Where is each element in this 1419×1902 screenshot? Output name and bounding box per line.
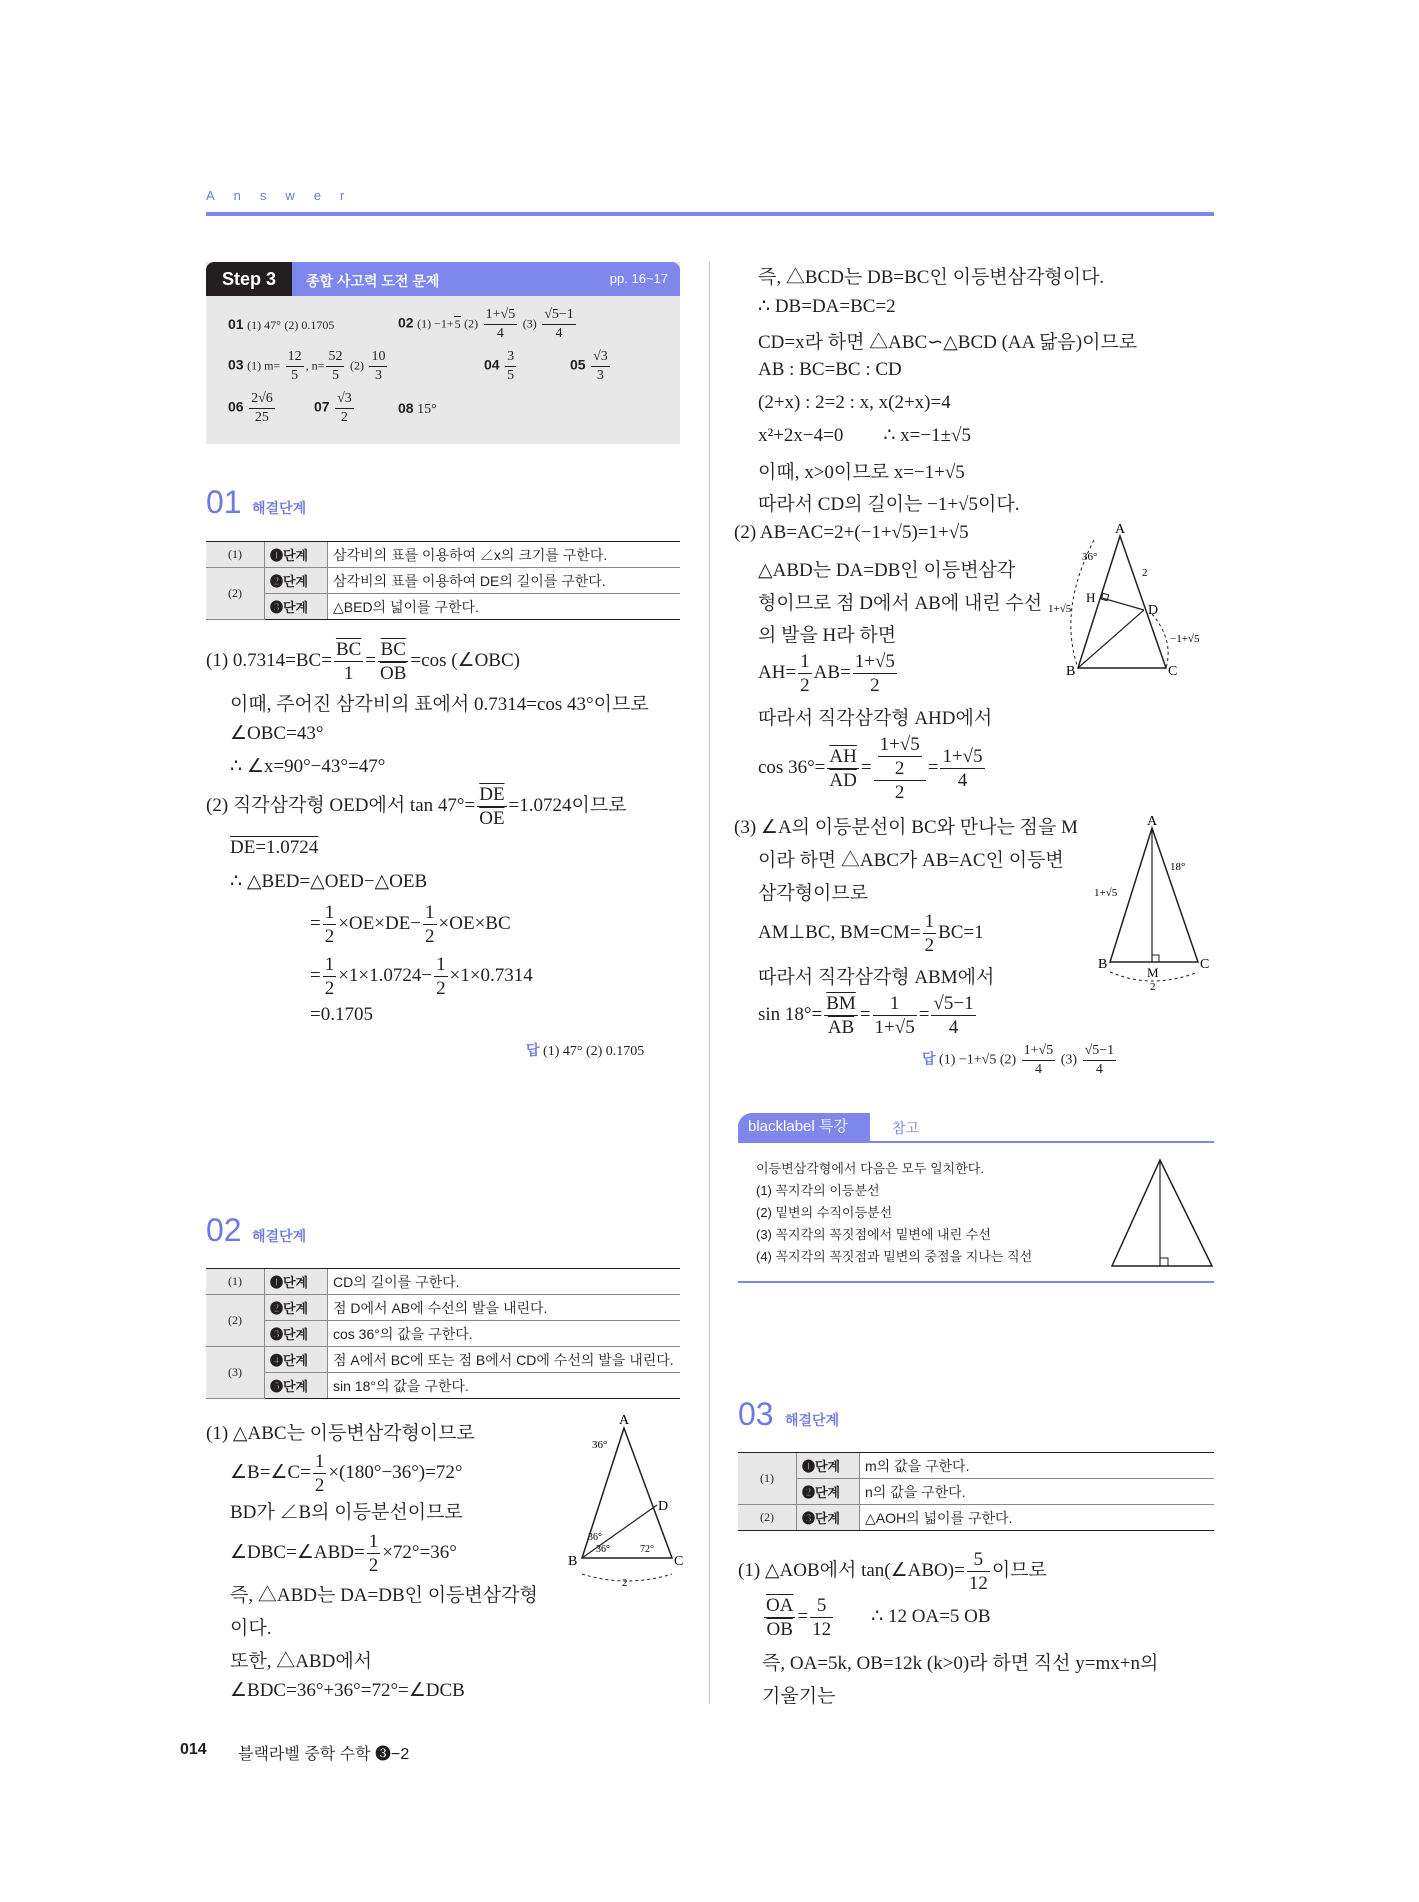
svg-text:C: C	[1200, 957, 1210, 972]
table-row	[206, 568, 680, 594]
svg-text:B: B	[1098, 957, 1108, 972]
section-02-title: 해결단계	[252, 1228, 307, 1244]
blacklabel-ref: 참고	[892, 1120, 920, 1136]
section-02-number: 02	[206, 1212, 242, 1248]
blacklabel-item: (2) 밑변의 수직이등분선	[756, 1205, 893, 1220]
s02-q2-line3: 형이므로 점 D에서 AB에 내린 수선	[758, 593, 1043, 614]
step-desc: 삼각비의 표를 이용하여 ∠x의 크기를 구한다.	[328, 542, 681, 568]
svg-text:36°: 36°	[596, 1544, 610, 1555]
blacklabel-rule-bottom	[738, 1281, 1214, 1283]
blacklabel-item: (4) 꼭지각의 꼭짓점과 밑변의 중점을 지나는 직선	[756, 1249, 1033, 1264]
svg-text:2: 2	[1142, 567, 1148, 579]
step-desc: △BED의 넓이를 구한다.	[328, 594, 681, 620]
svg-text:D: D	[1148, 603, 1159, 618]
answer-01: 01 (1) 47° (2) 0.1705	[228, 316, 335, 332]
svg-text:A: A	[1147, 814, 1158, 829]
svg-text:72°: 72°	[640, 1544, 654, 1555]
s01-line3: ∠OBC=43°	[230, 723, 324, 744]
svg-text:1+√5: 1+√5	[1094, 887, 1118, 899]
s02-q3-line1: (3) ∠A의 이등분선이 BC와 만나는 점을 M	[734, 817, 1078, 838]
table-row	[738, 1505, 1214, 1531]
book-title: 블랙라벨 중학 수학 ❸−2	[238, 1746, 410, 1763]
step-desc: cos 36°의 값을 구한다.	[328, 1321, 681, 1347]
s03-line4: 기울기는	[762, 1686, 836, 1707]
step-desc: 삼각비의 표를 이용하여 DE의 길이를 구한다.	[328, 568, 681, 594]
step-desc: CD의 길이를 구한다.	[328, 1269, 681, 1295]
step-desc: sin 18°의 값을 구한다.	[328, 1373, 681, 1399]
s01-line4: ∴ ∠x=90°−43°=47°	[230, 756, 386, 777]
table-row	[206, 594, 680, 620]
step-desc: m의 값을 구한다.	[860, 1453, 1215, 1479]
s02-q3-line4: AM⊥BC, BM=CM= $\frac{1}{2}$ BC=1	[758, 911, 984, 956]
s02-right-line1: 즉, △BCD는 DB=BC인 이등변삼각형이다.	[758, 267, 1105, 288]
s01-line1: (1) 0.7314=BC= $\frac{\overline{BC}}{1}$ = $\frac{\overline{BC}}{OB}$ =cos (∠OBC)	[206, 639, 520, 684]
s02-q3-line5: 따라서 직각삼각형 ABM에서	[758, 967, 995, 988]
table-row	[738, 1479, 1214, 1505]
s02-line5: 즉, △ABD는 DA=DB인 이등변삼각형	[230, 1585, 538, 1606]
s01-line2: 이때, 주어진 삼각비의 표에서 0.7314=cos 43°이므로	[230, 694, 649, 715]
svg-text:2: 2	[1150, 981, 1156, 993]
svg-text:1+√5: 1+√5	[1048, 603, 1072, 615]
s02-right-line3: CD=x라 하면 △ABC∽△BCD (AA 닮음)이므로	[758, 332, 1138, 353]
step-label: ❸단계	[265, 594, 328, 620]
step-label: ❷단계	[797, 1479, 860, 1505]
s03-line3: 즉, OA=5k, OB=12k (k>0)라 하면 직선 y=mx+n의	[762, 1653, 1159, 1674]
blacklabel-item: 이등변삼각형에서 다음은 모두 일치한다.	[756, 1161, 984, 1176]
s02-right-line7: 이때, x>0이므로 x=−1+√5	[758, 462, 965, 483]
triangle-abc-diagram-1	[560, 1410, 684, 1589]
step-label: ❸단계	[797, 1505, 860, 1531]
step-label: ❷단계	[265, 568, 328, 594]
s02-q3-line2: 이라 하면 △ABC가 AB=AC인 이등변	[758, 850, 1064, 871]
answer-05: 05 $\frac{√3}{3}$	[570, 349, 608, 383]
answer-header-label: Answer	[206, 188, 364, 203]
step-label: ❶단계	[797, 1453, 860, 1479]
table-row	[206, 1295, 680, 1321]
s01-line9: = $\frac{1}{2}$ ×1×1.0724− $\frac{1}{2}$ ×1×0.7314	[310, 954, 533, 999]
s02-line6: 이다.	[230, 1618, 272, 1639]
step3-title-bar	[292, 262, 680, 296]
step-part: (2)	[738, 1505, 797, 1531]
step-label: ❸단계	[265, 1321, 328, 1347]
section-01-number: 01	[206, 484, 242, 520]
step-label: ❹단계	[265, 1347, 328, 1373]
svg-text:D: D	[658, 1499, 669, 1514]
s02-q3-line3: 삼각형이므로	[758, 883, 869, 904]
svg-text:2: 2	[622, 1577, 628, 1589]
step3-tab: Step 3	[206, 262, 292, 296]
s02-line3: BD가 ∠B의 이등분선이므로	[230, 1502, 463, 1523]
table-row	[206, 1347, 680, 1373]
step-label: ❶단계	[265, 1269, 328, 1295]
step-desc: △AOH의 넓이를 구한다.	[860, 1505, 1215, 1531]
table-row	[206, 1321, 680, 1347]
svg-text:A: A	[619, 1413, 630, 1428]
step-part: (1)	[738, 1453, 797, 1505]
s02-answer: 답 (1) −1+√5 (2) $\frac{1+√5}{4}$ (3) $\frac{√5-1}{4}$	[922, 1043, 1115, 1077]
answer-07: 07 $\frac{√3}{2}$	[314, 391, 352, 425]
answer-06: 06 $\frac{2√6}{25}$	[228, 391, 273, 425]
step-label: ❺단계	[265, 1373, 328, 1399]
step-part: (1)	[206, 1269, 265, 1295]
step3-title: 종합 사고력 도전 문제	[306, 273, 440, 289]
answer-08: 08 15°	[398, 400, 437, 417]
svg-text:A: A	[1115, 522, 1126, 537]
s01-line7: ∴ △BED=△OED−△OEB	[230, 871, 428, 892]
s02-right-line2: ∴ DB=DA=BC=2	[758, 296, 896, 317]
page-number: 014	[180, 1741, 207, 1758]
table-row	[206, 1373, 680, 1399]
blacklabel-rule-top	[738, 1141, 1214, 1143]
s02-right-line5: (2+x) : 2=2 : x, x(2+x)=4	[758, 392, 951, 413]
step-part: (3)	[206, 1347, 265, 1399]
s02-q2-line2: △ABD는 DA=DB인 이등변삼각	[758, 560, 1016, 581]
svg-text:H: H	[1086, 590, 1096, 605]
svg-text:M: M	[1147, 965, 1159, 980]
section-03-steps-table	[738, 1452, 1214, 1531]
column-divider	[709, 262, 710, 1704]
svg-text:B: B	[568, 1554, 578, 1569]
svg-text:36°: 36°	[1082, 551, 1098, 563]
s02-q2-line6: 따라서 직각삼각형 AHD에서	[758, 708, 993, 729]
svg-text:C: C	[1168, 664, 1178, 679]
s01-line5: (2) 직각삼각형 OED에서 tan 47°= $\frac{\overline{DE}}{OE}$ =1.0724이므로	[206, 784, 627, 829]
s01-line6: DE=1.0724	[230, 837, 319, 858]
svg-text:36°: 36°	[588, 1532, 602, 1543]
s02-line2: ∠B=∠C= $\frac{1}{2}$ ×(180°−36°)=72°	[230, 1451, 463, 1496]
svg-text:18°: 18°	[1170, 861, 1186, 873]
s02-q3-line6: sin 18°= $\frac{\overline{BM}}{AB}$ = $\frac{1}{1+√5}$ = $\frac{√5-1}{4}$	[758, 993, 974, 1038]
triangle-ahd-diagram	[1048, 520, 1216, 680]
s01-line8: = $\frac{1}{2}$ ×OE×DE− $\frac{1}{2}$ ×OE×BC	[310, 902, 511, 947]
s02-right-line4: AB : BC=BC : CD	[758, 359, 902, 380]
s02-line1: (1) △ABC는 이등변삼각형이므로	[206, 1423, 475, 1444]
step-desc: 점 A에서 BC에 또는 점 B에서 CD에 수선의 발을 내린다.	[328, 1347, 681, 1373]
section-01-steps-table	[206, 541, 680, 620]
blacklabel-item: (3) 꼭지각의 꼭짓점에서 밑변에 내린 수선	[756, 1227, 991, 1242]
s02-line7: 또한, △ABD에서	[230, 1651, 373, 1672]
blacklabel-tab: blacklabel 특강	[738, 1113, 870, 1141]
section-02-steps-table	[206, 1268, 680, 1399]
s01-answer: 답 (1) 47° (2) 0.1705	[526, 1042, 645, 1059]
step-part: (2)	[206, 1295, 265, 1347]
step3-answer-box	[206, 262, 680, 444]
svg-text:C: C	[674, 1554, 684, 1569]
step-desc: 점 D에서 AB에 수선의 발을 내린다.	[328, 1295, 681, 1321]
section-03-number: 03	[738, 1396, 774, 1432]
step-desc: n의 값을 구한다.	[860, 1479, 1215, 1505]
answer-04: 04 $\frac{3}{5}$	[484, 349, 515, 383]
svg-text:36°: 36°	[592, 1439, 608, 1451]
s03-line1: (1) △AOB에서 tan(∠ABO)= $\frac{5}{12}$ 이므로	[738, 1549, 1047, 1594]
step-part: (1)	[206, 542, 265, 568]
header-rule	[206, 212, 1214, 216]
table-row	[206, 542, 680, 568]
s02-right-line8: 따라서 CD의 길이는 −1+√5이다.	[758, 494, 1020, 515]
isosceles-triangle-diagram	[1104, 1154, 1214, 1274]
s02-q2-line4: 의 발을 H라 하면	[758, 625, 897, 646]
s03-line2: $\frac{\overline{OA}}{OB}$ = $\frac{5}{12}$ ∴ 12 OA=5 OB	[766, 1595, 991, 1640]
step-label: ❶단계	[265, 542, 328, 568]
step3-pages: pp. 16~17	[609, 271, 668, 286]
answer-03: 03 (1) m= $\frac{12}{5}$ , n= $\frac{52}{5}$ (2) $\frac{10}{3}$	[228, 349, 386, 383]
triangle-abm-diagram	[1092, 812, 1218, 992]
blacklabel-item: (1) 꼭지각의 이등분선	[756, 1183, 880, 1198]
svg-text:B: B	[1066, 664, 1076, 679]
s02-line8: ∠BDC=36°+36°=72°=∠DCB	[230, 1680, 465, 1701]
table-row	[206, 1269, 680, 1295]
section-01-title: 해결단계	[252, 500, 307, 516]
answer-02: 02 (1) −1+5 (2) $\frac{1+√5}{4}$ (3) $\frac{√5-1}{4}$	[398, 307, 574, 341]
s01-line10: =0.1705	[310, 1004, 373, 1025]
s02-right-line6: x²+2x−4=0 ∴ x=−1±√5	[758, 425, 971, 446]
svg-text:−1+√5: −1+√5	[1170, 633, 1200, 645]
s02-q2-line1: (2) AB=AC=2+(−1+√5)=1+√5	[734, 522, 969, 543]
step-part: (2)	[206, 568, 265, 620]
s02-q2-line5: AH= $\frac{1}{2}$ AB= $\frac{1+√5}{2}$	[758, 651, 895, 696]
s02-q2-line7: cos 36°= $\frac{\overline{AH}}{AD}$ = $\frac{\frac{1+√5}{2}}{2}$ = $\frac{1+√5}{4}$	[758, 734, 983, 803]
s02-line4: ∠DBC=∠ABD= $\frac{1}{2}$ ×72°=36°	[230, 1531, 457, 1576]
table-row	[738, 1453, 1214, 1479]
step-label: ❷단계	[265, 1295, 328, 1321]
section-03-title: 해결단계	[785, 1412, 840, 1428]
